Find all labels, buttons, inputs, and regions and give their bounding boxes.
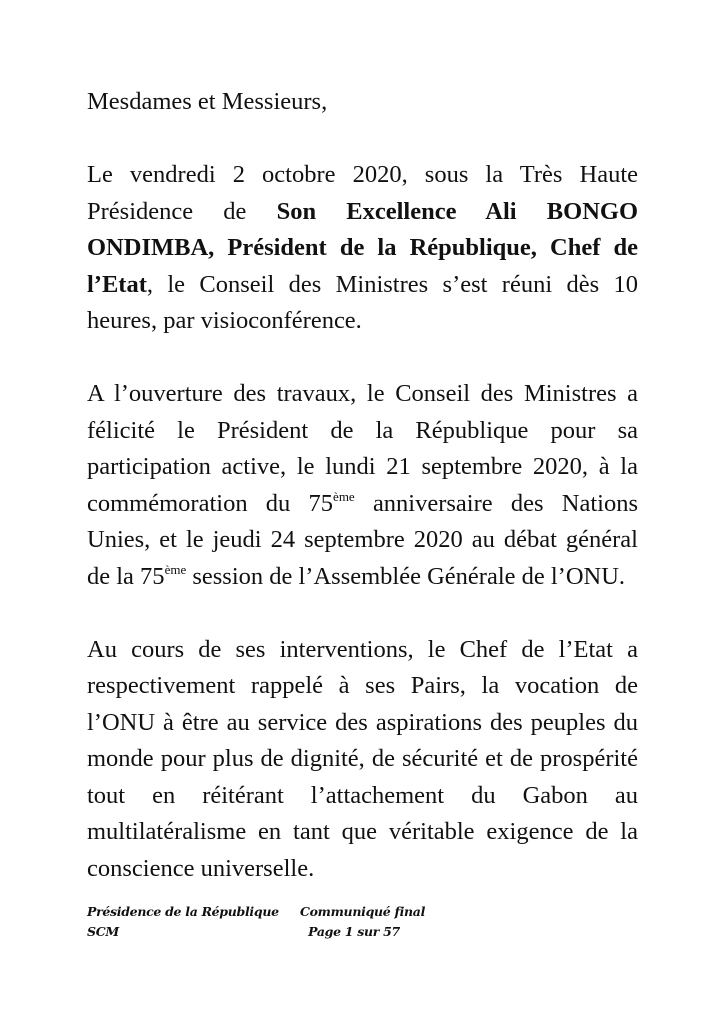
- paragraph-congratulations: [87, 376, 638, 595]
- footer-department: SCM: [87, 924, 119, 939]
- footer-page-number: Page 1 sur 57: [308, 924, 400, 939]
- paragraph-meeting-opening: [87, 157, 638, 340]
- ordinal-suffix: ème: [164, 561, 187, 577]
- president-title: Son Excellence Ali BONGO ONDIMBA, Président de la République, Chef de l’Etat: [87, 197, 638, 298]
- paragraph-text: , le Conseil des Ministres s’est réuni dès 10 heures, par visioconférence.: [87, 270, 638, 334]
- paragraph-text: Le vendredi 2 octobre 2020, sous la Très Haute Présidence de: [87, 161, 638, 225]
- paragraph-text: anniversaire des Nations Unies, et le jeudi 24 septembre 2020 au débat général de la 75: [87, 489, 638, 590]
- paragraph-text: session de l’Assemblée Générale de l’ONU.: [186, 562, 626, 590]
- footer-document-title: Communiqué final: [300, 904, 426, 919]
- document-body: [87, 84, 638, 924]
- footer-left: [87, 902, 279, 942]
- salutation: Mesdames et Messieurs,: [87, 88, 328, 115]
- footer-right: [300, 902, 426, 942]
- footer-institution: Présidence de la République: [87, 904, 279, 919]
- ordinal-suffix: ème: [333, 488, 355, 504]
- paragraph-interventions: Au cours de ses interventions, le Chef de l’Etat a respectivement rappelé à ses Pairs, la vocation de l’ONU à être au service des aspirations des peuples du monde pour plus de dignité, de sécurité et de prospérité tout en réitérant l’attachement du Gabon au multilatéralisme en tant que véritable exigence de la conscience universelle.: [87, 635, 638, 882]
- paragraph-text: A l’ouverture des travaux, le Conseil des Ministres a félicité le Président de la République pour sa participation active, le lundi 21 septembre 2020, à la commémoration du 75: [87, 380, 638, 517]
